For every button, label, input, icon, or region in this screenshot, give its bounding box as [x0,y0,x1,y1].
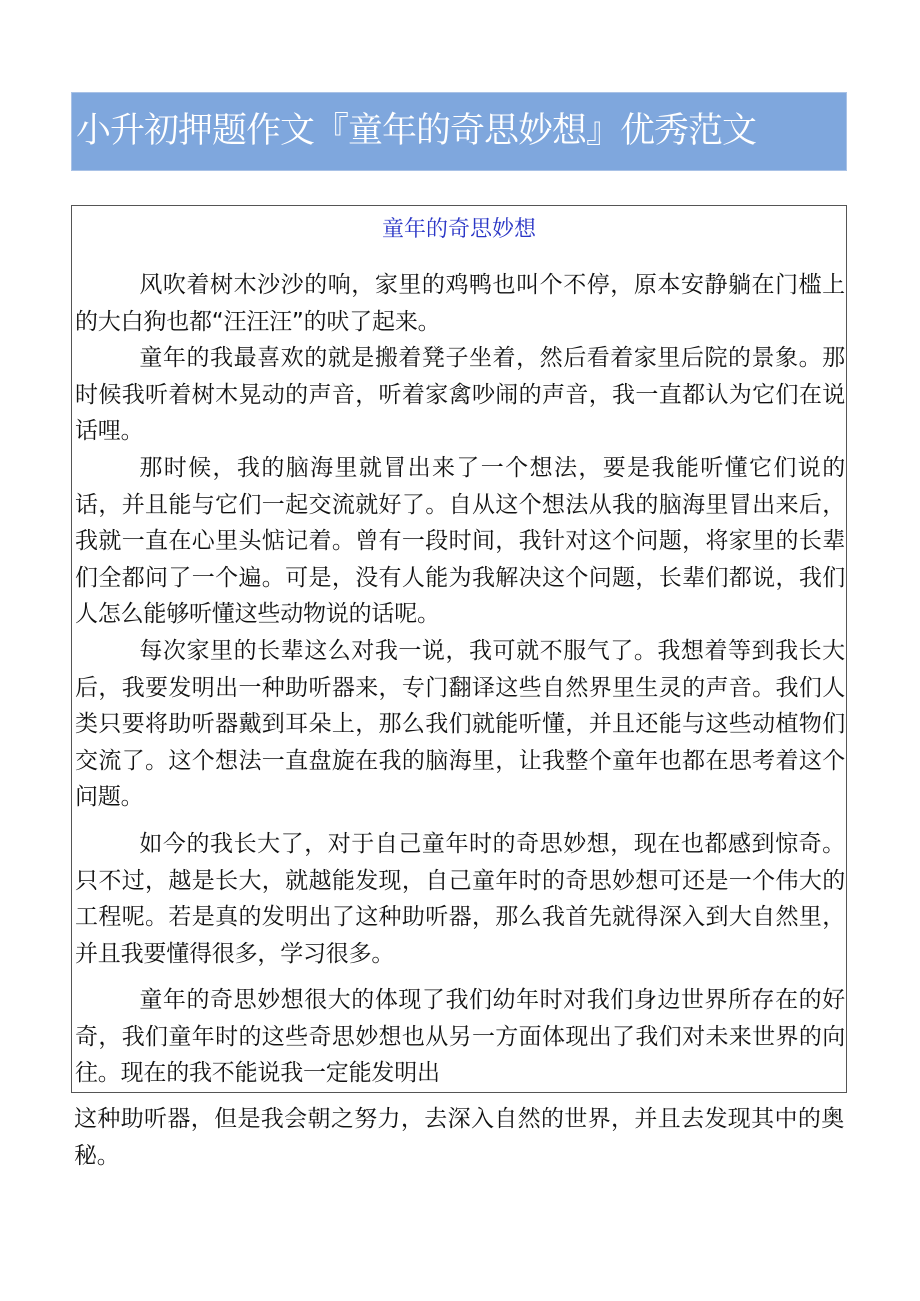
title-banner [71,92,847,171]
essay-box [71,205,847,1093]
essay-title: 童年的奇思妙想 [381,217,536,242]
essay-paragraph: 每次家里的长辈这么对我一说，我可就不服气了。我想着等到我长大后，我要发明出一种助听器来，专门翻译这些自然界里生灵的声音。我们人类只要将助听器戴到耳朵上，那么我们就能听懂，并且还能与这些动植物们交流了。这个想法一直盘旋在我的脑海里，让我整个童年也都在思考着这个问题。 [75,638,845,810]
essay-paragraph: 风吹着树木沙沙的响，家里的鸡鸭也叫个不停，原本安静躺在门槛上的大白狗也都“汪汪汪”的吠了起来。 [75,272,845,335]
essay-continuation: 这种助听器，但是我会朝之努力，去深入自然的世界，并且去发现其中的奥秘。 [74,1106,844,1169]
essay-paragraph: 那时候，我的脑海里就冒出来了一个想法，要是我能听懂它们说的话，并且能与它们一起交流就好了。自从这个想法从我的脑海里冒出来后，我就一直在心里头惦记着。曾有一段时间，我针对这个问题，将家里的长辈们全都问了一个遍。可是，没有人能为我解决这个问题，长辈们都说，我们人怎么能够听懂这些动物说的话呢。 [75,455,845,627]
essay-paragraph: 如今的我长大了，对于自己童年时的奇思妙想，现在也都感到惊奇。只不过，越是长大，就越能发现，自己童年时的奇思妙想可还是一个伟大的工程呢。若是真的发明出了这种助听器，那么我首先就得深入到大自然里，并且我要懂得很多，学习很多。 [75,831,845,967]
document-title: 小升初押题作文『童年的奇思妙想』优秀范文 [76,111,757,151]
essay-paragraph: 童年的我最喜欢的就是搬着凳子坐着，然后看着家里后院的景象。那时候我听着树木晃动的声音，听着家禽吵闹的声音，我一直都认为它们在说话哩。 [75,345,845,444]
essay-paragraph: 童年的奇思妙想很大的体现了我们幼年时对我们身边世界所存在的好奇，我们童年时的这些奇思妙想也从另一方面体现出了我们对未来世界的向往。现在的我不能说我一定能发明出 [75,987,845,1086]
